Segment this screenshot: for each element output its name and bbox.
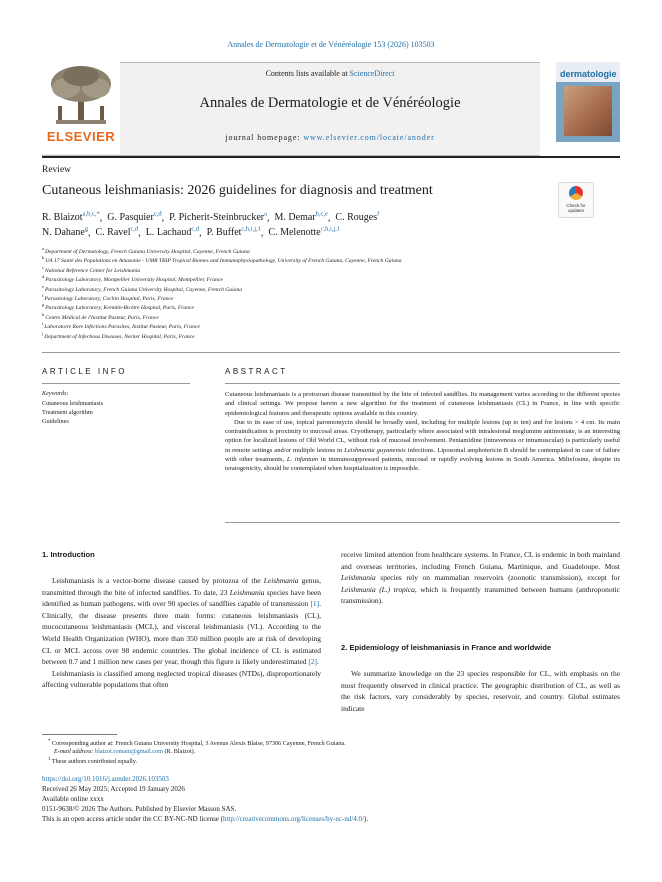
affiliation-marker[interactable]: c,h,i,j,1 — [241, 226, 261, 233]
author-separator: , — [327, 212, 336, 224]
affiliation-marker[interactable]: c,d — [130, 226, 139, 233]
body-text: species have been identified as human pathogens, with over 90 species of sandflies capable of transmission — [42, 587, 321, 609]
author-list-line-2 — [42, 226, 340, 238]
affiliation-text: Parasitology Laboratory, Cochin Hospital, Paris, France — [44, 295, 174, 302]
author[interactable] — [275, 212, 328, 223]
body-text: receive limited attention from healthcare systems. In France, CL is endemic in both mainland and overseas territories, including French Guiana, Martinique, and Guadeloupe. Most — [341, 550, 620, 571]
author[interactable] — [96, 227, 139, 238]
body-text: . Clinically, the disease presents three main forms: cutaneous leishmaniasis (CL), mucocutaneous leishmaniasis (MCL), and visceral leishmaniasis (VL). According to the World Health Organization (WHO), more than 350 million people are at risk of developing CL or MCL across over 98 endemic countries. The global incidence of CL is estimated between 0.7 and 1 million new cases per year, though this figure is likely underestimated — [42, 599, 321, 667]
author-name: P. Buffet — [206, 227, 242, 239]
body-paragraph — [42, 575, 321, 668]
check-for-updates-button[interactable] — [558, 182, 594, 218]
license-text: This is an open access article under the CC BY-NC-ND license ( — [42, 815, 223, 823]
cover-image — [564, 86, 612, 136]
license-link[interactable]: http://creativecommons.org/licenses/by-nc-nd/4.0/ — [222, 815, 364, 823]
abstract-bottom-rule — [225, 522, 620, 523]
author[interactable] — [107, 212, 161, 223]
affiliation-key: g — [42, 302, 45, 308]
author-name: P. Picherit-Steinbrucker — [169, 212, 265, 224]
issn-copyright: 0151-9638/© 2026 The Authors. Published by Elsevier Masson SAS. — [42, 805, 237, 813]
author-separator: , — [88, 227, 96, 239]
license-line — [42, 815, 368, 823]
author-list-line-1 — [42, 211, 379, 223]
author-name: L. Lachaud — [145, 227, 192, 239]
section-divider — [42, 352, 620, 353]
sciencedirect-link[interactable]: ScienceDirect — [349, 69, 395, 78]
species-name: Leishmania guyanensis — [344, 446, 406, 454]
body-paragraph: We summarize knowledge on the 23 species responsible for CL, with emphasis on the most frequently observed in clinical practice. The geographic distribution of CL, as well as the risk factors, vary considerably by species, reservoir, and country. Global estimates indicate — [341, 669, 620, 713]
affiliation-text: Department of Infectious Diseases, Necker Hospital, Paris, France — [44, 333, 195, 340]
affiliation-key: i — [42, 321, 44, 327]
body-paragraph: Leishmaniasis is classified among neglected tropical diseases (NTDs), disproportionately affecting vulnerable populations that often — [42, 668, 321, 690]
journal-homepage — [120, 133, 540, 142]
affiliation-marker[interactable]: c,d — [153, 211, 162, 218]
footnote-rule — [42, 734, 117, 735]
affiliation-marker[interactable]: a,b,c,* — [82, 211, 100, 218]
crossmark-label: Check for updates — [566, 203, 586, 213]
publisher-name[interactable]: ELSEVIER — [46, 129, 116, 144]
contents-prefix: Contents lists available at — [265, 69, 350, 78]
abstract-text: Due to its ease of use, topical paromomycin should be broadly used, including for multiple lesions (up to ten) and for lesions > 4 cm. Its main contraindication is proximity to mucosal areas. Cryotherapy, particularly where associated with intralesional meglumine antimoniate, is an interesting option for localized lesions of Old World CL, without risk of mucosal involvement. Pentamidine (intravenous or intramuscular) is particularly useful in remote settings and/or multiple lesions in — [225, 418, 620, 454]
journal-reference[interactable]: Annales de Dermatologie et de Vénéréologie 153 (2026) 103503 — [227, 40, 435, 49]
article-info-rule — [42, 383, 190, 384]
affiliation-marker[interactable]: f — [377, 211, 380, 218]
body-column-right — [341, 549, 620, 607]
affiliation-text: Parasitology Laboratory, Kremlin-Bicêtre Hospital, Paris, France — [45, 305, 194, 312]
author-name: R. Blaizot — [42, 212, 83, 224]
author-name: M. Demar — [274, 212, 316, 224]
body-column-right-bottom — [341, 668, 620, 714]
affiliation-key: j — [42, 330, 44, 336]
abstract-paragraph — [225, 418, 620, 474]
abstract-paragraph: Cutaneous leishmaniasis is a protozoan disease transmitted by the bite of infected sandflies. Its management varies according to the different species and clinical settings. We propose herein a new algorithm for the treatment of cutaneous leishmaniasis (CL) in France, in line with specific epidemiological features and therapeutic options available in this country. — [225, 391, 620, 417]
author-separator: , — [99, 212, 108, 224]
affiliation-marker[interactable]: b,c,e — [315, 211, 328, 218]
affiliation-text: UA 17 Santé des Populations en Amazonie - UMR TBIP Tropical Biomes and Immunophysiopathology, University of French Guiana, Cayenne, French Guiana — [45, 258, 402, 265]
contents-line — [120, 69, 540, 78]
license-text: ). — [364, 815, 369, 823]
affiliation-text: Parasitology Laboratory, French Guiana University Hospital, Cayenne, French Guiana — [45, 286, 243, 293]
species-name: Leishmania (L.) tropica — [341, 584, 415, 594]
footnote-text: Corresponding author at: French Guiana University Hospital, 3 Avenue Alexis Blaise, 97306 Cayenne, French Guiana. — [51, 740, 346, 748]
affiliation-key: e — [42, 283, 44, 289]
article-type: Review — [42, 165, 72, 175]
affiliation-key: c — [42, 264, 44, 270]
author[interactable] — [146, 227, 199, 238]
body-text: species rely on mammalian reservoirs (zoonotic transmission), except for — [375, 573, 620, 583]
section-heading-epidemiology: 2. Epidemiology of leishmaniasis in France and worldwide — [341, 643, 552, 652]
equal-contribution-note — [48, 757, 137, 765]
author[interactable] — [335, 212, 379, 223]
journal-cover[interactable] — [556, 62, 620, 142]
author-separator: , — [260, 227, 269, 239]
homepage-link[interactable]: www.elsevier.com/locate/annder — [303, 133, 435, 142]
abstract-text: infections. Liposomal amphotericin B should be contemplated in case of failure with other treatments, — [225, 446, 620, 463]
affiliation-text: Centre Médical de l'Institut Pasteur, Paris, France — [45, 314, 159, 321]
affiliation-marker[interactable]: c,h,i,j,1 — [320, 226, 341, 233]
author-name: N. Dahane — [42, 227, 85, 239]
keyword: Guidelines — [42, 418, 69, 425]
affiliation-key: b — [42, 255, 45, 261]
footnote-marker: * — [48, 739, 51, 744]
abstract-heading: ABSTRACT — [225, 367, 288, 376]
body-text: , which is frequently transmitted between humans (anthroponotic transmission). — [341, 584, 620, 606]
doi-link[interactable]: https://doi.org/10.1016/j.annder.2026.103503 — [42, 775, 169, 783]
paper-title: Cutaneous leishmaniasis: 2026 guidelines for diagnosis and treatment — [42, 183, 433, 198]
citation-link[interactable]: [2] — [308, 657, 318, 667]
author-separator: , — [138, 227, 146, 239]
elsevier-tree-icon — [42, 62, 120, 128]
affiliation — [42, 330, 195, 341]
genus-name: Leishmania — [341, 573, 376, 583]
abstract-rule — [225, 383, 620, 384]
author-name: G. Pasquier — [107, 212, 154, 224]
section-heading-introduction: 1. Introduction — [42, 550, 95, 559]
body-text: . — [317, 657, 319, 667]
body-text: genus, transmitted through the bite of infected sandflies. To date, 23 — [42, 576, 321, 597]
affiliation-text: Department of Dermatology, French Guiana University Hospital, Cayenne, French Guiana — [45, 248, 250, 255]
footnote-text: (R. Blaizot). — [164, 748, 196, 755]
email-label: E-mail address: — [54, 748, 94, 755]
available-online: Available online xxxx — [42, 795, 104, 803]
genus-name: Leishmania — [229, 587, 265, 597]
email-link[interactable]: blaizot.romain@gmail.com — [95, 748, 163, 755]
received-dates: Received 26 May 2025; Accepted 19 January 2026 — [42, 785, 185, 793]
body-paragraph — [341, 549, 620, 607]
body-column-left — [42, 575, 321, 691]
author[interactable] — [169, 212, 267, 223]
email-note — [54, 748, 195, 755]
homepage-prefix: journal homepage: — [225, 133, 304, 142]
author-name: C. Ravel — [95, 227, 131, 239]
author-separator: , — [199, 227, 207, 239]
author-name: C. Melenotte — [268, 227, 321, 239]
footnote-text: These authors contributed equally. — [51, 758, 138, 766]
author-separator: , — [161, 212, 170, 224]
author[interactable] — [42, 212, 100, 223]
header-divider — [42, 156, 620, 158]
affiliation-marker[interactable]: g — [84, 226, 89, 233]
genus-name: Leishmania — [263, 576, 299, 585]
species-name: L. infantum — [286, 455, 319, 463]
affiliation-marker[interactable]: a — [264, 211, 268, 218]
affiliation-text: Laboratoire Rare Infections Parasites, Institut Pasteur, Paris, France — [44, 324, 200, 331]
affiliation-key: d — [42, 274, 45, 280]
author[interactable] — [42, 227, 88, 238]
abstract-text: in immunosuppressed patients, mucosal or rapidly evolving lesions in South America. Miltefosine, despite its teratogenicity, should be contemplated when hospitalization is impossible. — [225, 455, 620, 472]
journal-title: Annales de Dermatologie et de Vénéréologie — [199, 95, 461, 111]
affiliation-key: h — [42, 311, 45, 317]
affiliation-text: National Reference Center for Leishmania — [45, 267, 141, 274]
abstract-body — [225, 390, 620, 473]
keyword: Cutaneous leishmaniasis — [42, 400, 104, 407]
crossmark-icon — [569, 186, 583, 200]
author-name: C. Rouges — [335, 212, 378, 224]
author-separator: , — [267, 212, 275, 224]
affiliation-marker[interactable]: c,d — [191, 226, 200, 233]
affiliation-text: Parasitology Laboratory, Montpellier University Hospital, Montpellier, France — [45, 277, 223, 284]
article-info-heading: ARTICLE INFO — [42, 367, 127, 376]
footnote-marker: 1 — [48, 757, 51, 762]
citation-link[interactable]: [1] — [310, 599, 320, 609]
affiliation-key: f — [42, 293, 44, 298]
author[interactable] — [268, 227, 340, 238]
keywords-label: Keywords: — [42, 390, 69, 397]
author[interactable] — [207, 227, 261, 238]
affiliation-key: a — [42, 246, 44, 251]
corresponding-author-note — [48, 739, 346, 747]
body-text: Leishmaniasis is a vector-borne disease caused by protozoa of the — [52, 576, 264, 585]
keyword: Treatment algorithm — [42, 409, 93, 416]
cover-title: dermatologie — [560, 69, 617, 79]
